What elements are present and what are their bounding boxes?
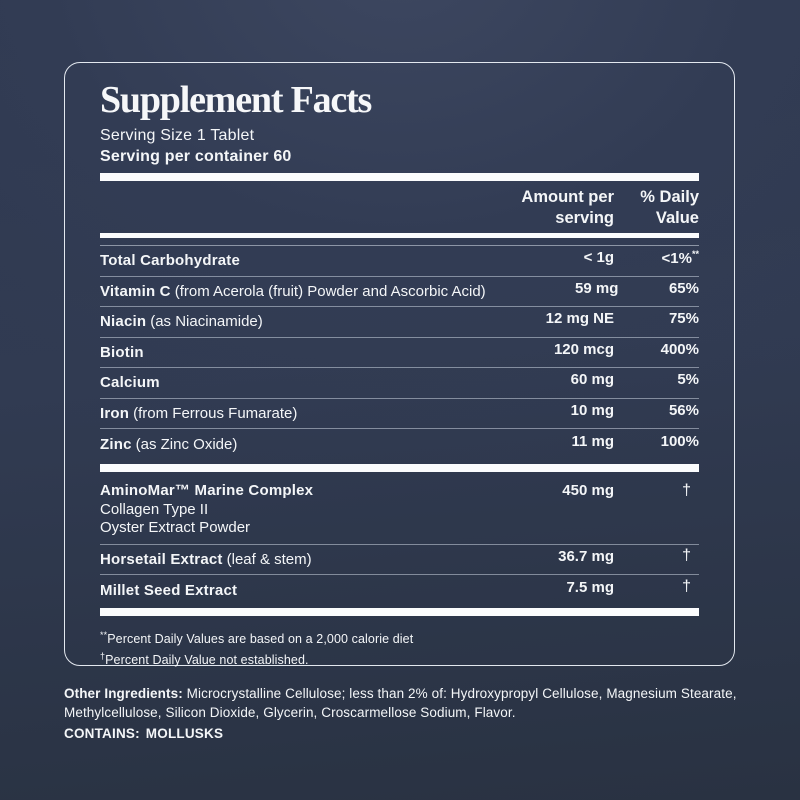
table-row bbox=[100, 399, 699, 430]
nutrient-name: Iron bbox=[100, 404, 130, 422]
footnotes bbox=[100, 627, 699, 669]
nutrient-dv: 75% bbox=[668, 310, 699, 328]
table-row bbox=[100, 307, 699, 338]
nutrient-amount: 7.5 mg bbox=[566, 578, 614, 596]
nutrient-dv: † bbox=[682, 578, 691, 596]
nutrient-dv: † bbox=[682, 481, 691, 499]
table-row bbox=[100, 545, 699, 576]
nutrient-subline: Collagen Type II bbox=[100, 500, 209, 518]
other-ingredients-text: Microcrystalline Cellulose; less than 2% of: Hydroxypropyl Cellulose, Magnesium Stearate, Methylcellulose, Silicon Dioxide, Glycerin, Croscarmellose Sodium, Flavor. bbox=[64, 686, 737, 720]
daily-value-column-header: % Daily Value bbox=[640, 188, 699, 227]
separator-bar-top bbox=[100, 173, 699, 181]
nutrient-name: Horsetail Extract bbox=[100, 550, 223, 568]
nutrient-dv: 400% bbox=[660, 340, 699, 358]
footnote-not-established: †Percent Daily Value not established. bbox=[100, 650, 309, 667]
table-row bbox=[100, 472, 699, 545]
nutrient-amount: 12 mg NE bbox=[545, 310, 614, 328]
nutrient-name: Millet Seed Extract bbox=[100, 581, 238, 599]
nutrient-detail: (from Acerola (fruit) Powder and Ascorbic Acid) bbox=[174, 282, 486, 300]
nutrient-amount: < 1g bbox=[583, 249, 614, 267]
other-ingredients-label: Other Ingredients: bbox=[64, 686, 183, 701]
nutrient-dv: 5% bbox=[677, 371, 699, 389]
table-row bbox=[100, 246, 699, 277]
nutrient-name: Total Carbohydrate bbox=[100, 252, 241, 270]
nutrient-section-2 bbox=[100, 472, 699, 606]
nutrient-amount: 120 mcg bbox=[553, 340, 614, 358]
nutrient-amount: 60 mg bbox=[570, 371, 614, 389]
nutrient-name: Calcium bbox=[100, 374, 160, 392]
nutrient-name: Vitamin C bbox=[100, 282, 171, 300]
nutrient-detail: (as Niacinamide) bbox=[150, 313, 263, 331]
nutrient-amount: 11 mg bbox=[571, 432, 614, 450]
nutrient-detail: (leaf & stem) bbox=[226, 550, 312, 568]
footnote-daily-value: **Percent Daily Values are based on a 2,000 calorie diet bbox=[100, 629, 414, 646]
contains-text: MOLLUSKS bbox=[145, 726, 224, 741]
nutrient-detail: (as Zinc Oxide) bbox=[135, 435, 238, 453]
supplement-facts-panel bbox=[64, 62, 735, 666]
table-row bbox=[100, 368, 699, 399]
amount-column-header: Amount per serving bbox=[521, 188, 614, 227]
nutrient-name: Zinc bbox=[100, 435, 132, 453]
serving-size: Serving Size 1 Tablet bbox=[100, 127, 255, 144]
nutrient-dv: <1%** bbox=[661, 248, 699, 267]
table-row bbox=[100, 338, 699, 369]
nutrient-dv: 56% bbox=[668, 401, 699, 419]
nutrient-name: Niacin bbox=[100, 313, 147, 331]
nutrient-detail: (from Ferrous Fumarate) bbox=[133, 404, 298, 422]
panel-title: Supplement Facts bbox=[100, 79, 372, 121]
table-header bbox=[100, 187, 699, 229]
contains-label: CONTAINS: bbox=[64, 726, 140, 741]
nutrient-amount: 10 mg bbox=[570, 401, 614, 419]
separator-bar-middle bbox=[100, 464, 699, 472]
nutrient-dv: 65% bbox=[668, 279, 699, 297]
nutrient-amount: 59 mg bbox=[575, 279, 619, 297]
nutrient-name: AminoMar™ Marine Complex bbox=[100, 481, 314, 499]
table-row bbox=[100, 575, 699, 606]
nutrient-subline: Oyster Extract Powder bbox=[100, 519, 251, 536]
servings-per-container: Serving per container 60 bbox=[100, 148, 292, 165]
separator-bar-bottom bbox=[100, 608, 699, 616]
contains-statement bbox=[64, 726, 223, 741]
other-ingredients bbox=[64, 684, 742, 722]
table-row bbox=[100, 277, 699, 308]
nutrient-amount: 36.7 mg bbox=[558, 547, 614, 565]
serving-info bbox=[100, 125, 699, 167]
nutrient-dv: † bbox=[682, 547, 691, 565]
nutrient-section-1 bbox=[100, 246, 699, 460]
separator-bar-header bbox=[100, 233, 699, 238]
nutrient-amount: 450 mg bbox=[562, 481, 614, 499]
header-spacer bbox=[100, 187, 474, 229]
nutrient-name: Biotin bbox=[100, 343, 144, 361]
table-row bbox=[100, 429, 699, 460]
nutrient-dv: 100% bbox=[660, 432, 699, 450]
